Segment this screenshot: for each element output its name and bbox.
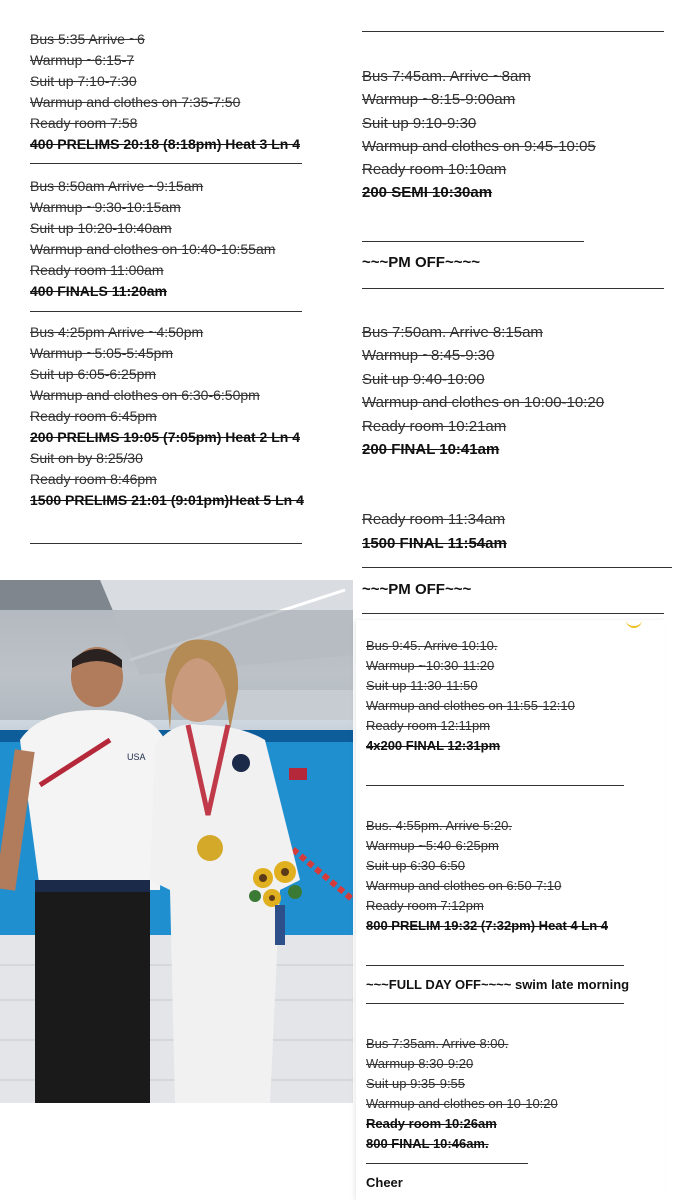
decoration-mark bbox=[626, 618, 642, 628]
event-line: 4x200 FINAL 12:31pm bbox=[366, 738, 501, 753]
schedule-line: Warmup and clothes on 7:35-7:50 bbox=[30, 94, 241, 110]
schedule-line: Suit up 6:30-6:50 bbox=[366, 858, 466, 873]
divider bbox=[30, 163, 302, 164]
event-line: 800 FINAL 10:46am. bbox=[366, 1136, 489, 1151]
schedule-line: Bus 4:25pm Arrive ~4:50pm bbox=[30, 324, 204, 340]
schedule-line: Bus 7:50am. Arrive 8:15am bbox=[362, 324, 543, 341]
schedule-line: Bus 7:35am. Arrive 8:00. bbox=[366, 1036, 509, 1051]
pm-off-label: ~~~PM OFF~~~~ bbox=[362, 254, 480, 271]
schedule-line: Bus 9:45. Arrive 10:10. bbox=[366, 638, 498, 653]
schedule-line: Warmup ~6:15-7 bbox=[30, 52, 135, 68]
event-line: 400 FINALS 11:20am bbox=[30, 283, 167, 299]
schedule-line: Suit up 6:05-6:25pm bbox=[30, 366, 157, 382]
polo-usa-text: USA bbox=[127, 752, 146, 762]
schedule-line: Ready room 7:12pm bbox=[366, 898, 484, 913]
schedule-line: Warmup ~10:30-11:20 bbox=[366, 658, 495, 673]
schedule-line: Suit up 11:30-11:50 bbox=[366, 678, 478, 693]
event-line: Ready room 10:26am bbox=[366, 1116, 497, 1131]
schedule-line: Warmup and clothes on 10:00-10:20 bbox=[362, 394, 605, 411]
divider bbox=[30, 311, 302, 312]
schedule-line: Bus. 4:55pm. Arrive 5:20. bbox=[366, 818, 512, 833]
schedule-line: Warmup ~9:30-10:15am bbox=[30, 199, 181, 215]
divider bbox=[362, 31, 664, 32]
event-line: 1500 FINAL 11:54am bbox=[362, 535, 507, 552]
schedule-line: Warmup and clothes on 10-10:20 bbox=[366, 1096, 558, 1111]
schedule-line: Warmup and clothes on 10:40-10:55am bbox=[30, 241, 276, 257]
event-line: 400 PRELIMS 20:18 (8:18pm) Heat 3 Ln 4 bbox=[30, 136, 300, 152]
schedule-line: Suit up 7:10-7:30 bbox=[30, 73, 137, 89]
swimmer-coach-photo bbox=[0, 580, 353, 1103]
divider bbox=[362, 241, 584, 242]
full-day-off-label: ~~~FULL DAY OFF~~~~ swim late morning bbox=[366, 977, 630, 992]
schedule-line: Bus 7:45am. Arrive ~8am bbox=[362, 68, 531, 85]
schedule-line: Warmup and clothes on 6:50-7:10 bbox=[366, 878, 562, 893]
event-line: 1500 PRELIMS 21:01 (9:01pm)Heat 5 Ln 4 bbox=[30, 492, 304, 508]
divider bbox=[366, 785, 624, 786]
schedule-line: Ready room 10:10am bbox=[362, 161, 507, 178]
schedule-line: Ready room 11:00am bbox=[30, 262, 164, 278]
event-line: 800 PRELIM 19:32 (7:32pm) Heat 4 Ln 4 bbox=[366, 918, 609, 933]
pm-off-label: ~~~PM OFF~~~ bbox=[362, 581, 472, 598]
schedule-line: Warmup and clothes on 11:55-12:10 bbox=[366, 698, 575, 713]
cheer-label: Cheer bbox=[366, 1175, 403, 1190]
schedule-line: Ready room 10:21am bbox=[362, 418, 507, 435]
schedule-line: Ready room 12:11pm bbox=[366, 718, 491, 733]
schedule-line: Suit up 9:10-9:30 bbox=[362, 115, 477, 132]
schedule-line: Ready room 7:58 bbox=[30, 115, 138, 131]
schedule-line: Warmup and clothes on 9:45-10:05 bbox=[362, 138, 596, 155]
event-line: 200 FINAL 10:41am bbox=[362, 441, 500, 458]
schedule-line: Warmup ~5:40-6:25pm bbox=[366, 838, 499, 853]
schedule-line: Ready room 8:46pm bbox=[30, 471, 157, 487]
photo-illustration bbox=[0, 580, 353, 1103]
divider bbox=[30, 543, 302, 544]
divider bbox=[366, 1163, 528, 1164]
divider bbox=[362, 567, 672, 568]
schedule-line: Ready room 11:34am bbox=[362, 511, 506, 528]
schedule-line: Warmup ~5:05-5:45pm bbox=[30, 345, 174, 361]
schedule-line: Suit up 10:20-10:40am bbox=[30, 220, 172, 236]
schedule-line: Suit up 9:40-10:00 bbox=[362, 371, 485, 388]
divider bbox=[362, 613, 664, 614]
event-line: 200 SEMI 10:30am bbox=[362, 184, 493, 201]
event-line: 200 PRELIMS 19:05 (7:05pm) Heat 2 Ln 4 bbox=[30, 429, 300, 445]
schedule-line: Bus 8:50am Arrive ~9:15am bbox=[30, 178, 204, 194]
schedule-line: Ready room 6:45pm bbox=[30, 408, 157, 424]
right-schedule-card bbox=[356, 620, 665, 1200]
divider bbox=[362, 288, 664, 289]
divider bbox=[366, 1003, 624, 1004]
schedule-line: Suit on by 8:25/30 bbox=[30, 450, 143, 466]
schedule-line: Warmup ~8:45-9:30 bbox=[362, 347, 495, 364]
schedule-line: Bus 5:35 Arrive ~6 bbox=[30, 31, 145, 47]
schedule-line: Warmup 8:30-9:20 bbox=[366, 1056, 474, 1071]
schedule-line: Warmup and clothes on 6:30-6:50pm bbox=[30, 387, 260, 403]
schedule-line: Warmup ~8:15-9:00am bbox=[362, 91, 516, 108]
schedule-line: Suit up 9:35-9:55 bbox=[366, 1076, 466, 1091]
gold-medal bbox=[197, 835, 223, 861]
divider bbox=[366, 965, 624, 966]
